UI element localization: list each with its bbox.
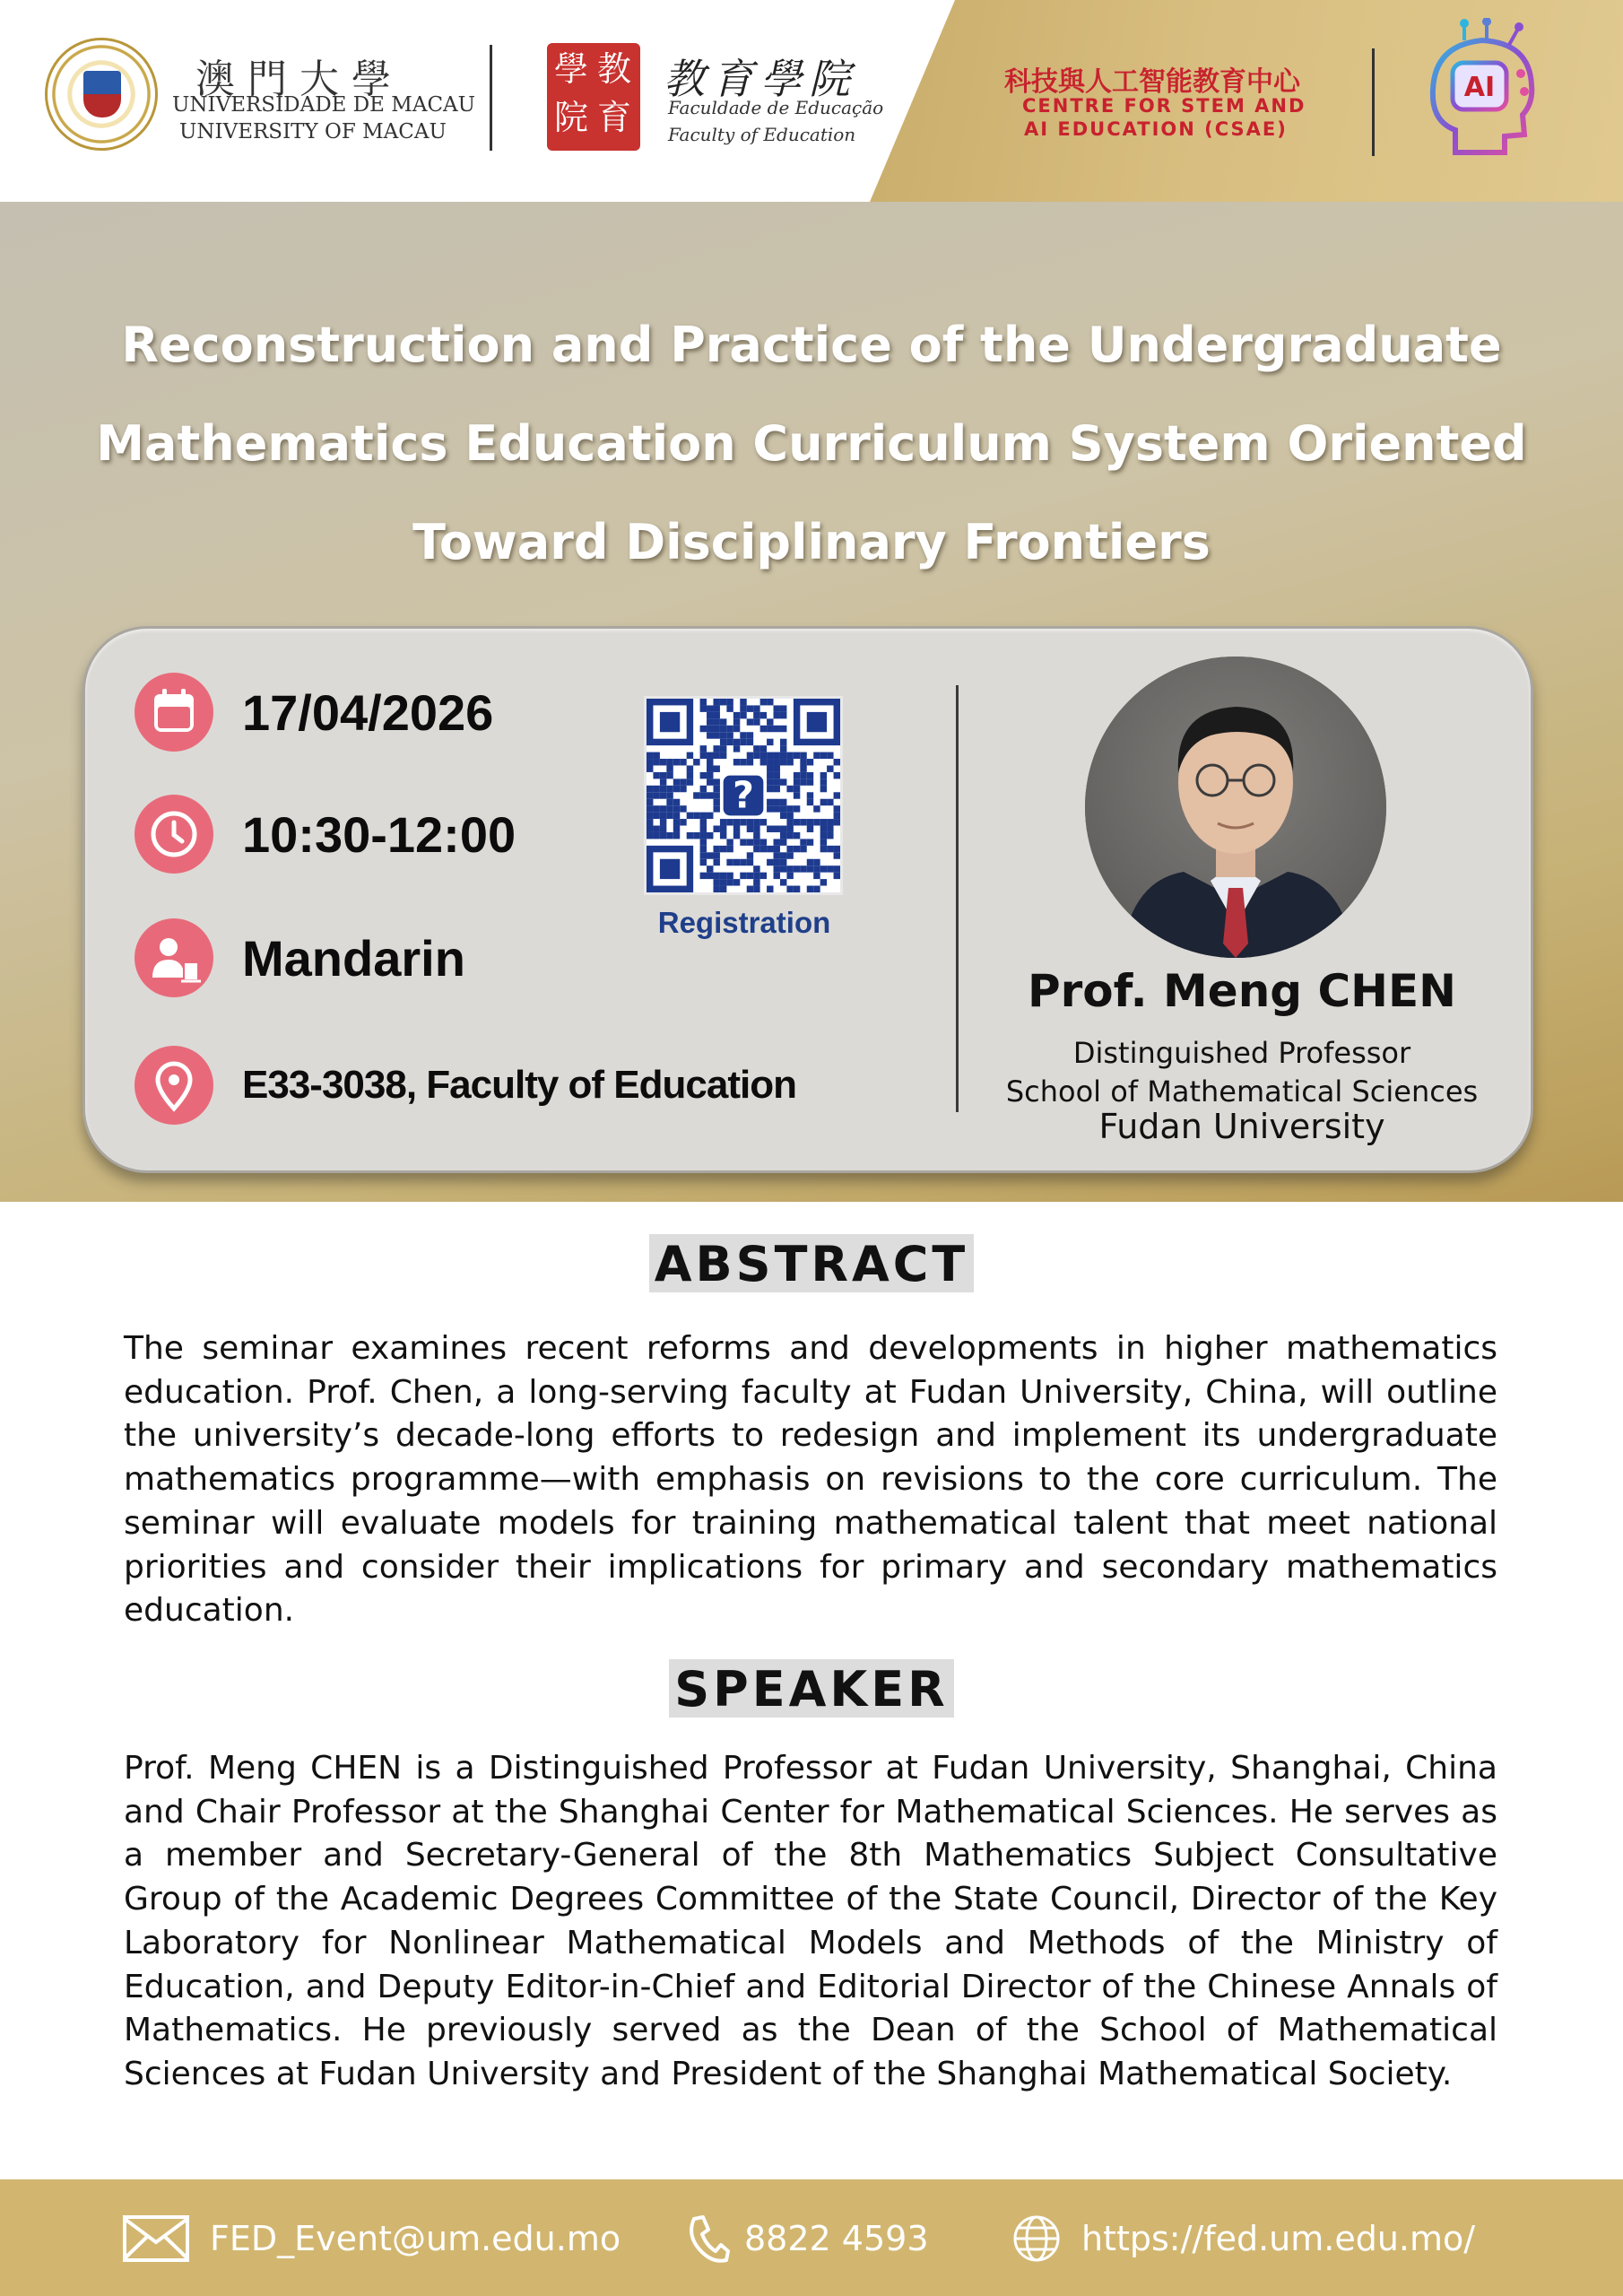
speaker-heading-wrap <box>0 1659 1623 1718</box>
um-name-pt: UNIVERSIDADE DE MACAU <box>172 93 476 117</box>
footer-website[interactable] <box>1011 2213 1475 2264</box>
header-divider <box>490 45 492 151</box>
speaker-university: Fudan University <box>1098 1107 1385 1146</box>
header-banner <box>0 0 1623 202</box>
speaker-school: School of Mathematical Sciences <box>1005 1074 1479 1109</box>
location-pin-icon <box>135 1046 213 1125</box>
fed-name-cn: 教育學院 <box>664 55 857 103</box>
registration-qr-code[interactable] <box>644 696 843 895</box>
event-title-line: Mathematics Education Curriculum System Oriented <box>96 415 1527 472</box>
time-row <box>135 793 516 875</box>
fed-name-pt: Faculdade de Educação <box>668 97 884 118</box>
event-title-line: Reconstruction and Practice of the Undergraduate <box>121 317 1502 373</box>
abstract-text: The seminar examines recent reforms and developments in higher mathematics education. Prof. Chen, a long-serving faculty at Fudan University, China, will outline the university’s decade-long efforts to redesign and implement its undergraduate mathematics programme—with emphasis on revisions to the core curriculum. The seminar will evaluate models for training mathematical talent that meet national priorities and consider their implications for primary and secondary mathematics education. <box>124 1330 1497 1630</box>
clock-icon <box>135 795 213 874</box>
footer-email[interactable] <box>122 2213 621 2264</box>
event-date: 17/04/2026 <box>242 683 494 741</box>
speaker-photo <box>1085 657 1386 958</box>
phone-icon <box>685 2213 730 2264</box>
svg-text:?: ? <box>733 773 754 817</box>
date-row <box>135 671 493 753</box>
abstract-heading: ABSTRACT <box>649 1234 975 1292</box>
card-divider <box>956 685 959 1112</box>
speaker-title: Distinguished Professor <box>1072 1036 1411 1070</box>
ai-head-logo <box>1415 18 1549 161</box>
csae-name-cn: 科技與人工智能教育中心 <box>1004 66 1300 98</box>
um-name-cn: 澳門大學 <box>195 57 404 102</box>
footer-email-text[interactable]: FED_Event@um.edu.mo <box>210 2219 621 2258</box>
speaker-bio-text: Prof. Meng CHEN is a Distinguished Professor at Fudan University, Shanghai, China and Chair Professor at the Shanghai Center for Mathematical Sciences. He serves as a member and Secretary-General of the 8th Mathematics Subject Consultative Group of the Academic Degrees Committee of the State Council, Director of the Key Laboratory for Nonlinear Mathematical Models and Methods of the Ministry of Education, and Deputy Editor-in-Chief and Editorial Director of the Chinese Annals of Mathematics. He previously served as the Dean of the School of Mathematical Sciences at Fudan University and President of the Shanghai Mathematical Society. <box>124 1750 1497 2092</box>
language-row <box>135 917 465 999</box>
globe-icon <box>1011 2213 1062 2264</box>
speaker-name: Prof. Meng CHEN <box>1027 965 1457 1017</box>
footer-website-text[interactable]: https://fed.um.edu.mo/ <box>1081 2219 1476 2258</box>
event-language: Mandarin <box>242 929 465 987</box>
footer-phone[interactable] <box>685 2213 929 2264</box>
fed-name-en: Faculty of Education <box>668 124 856 145</box>
um-name-en: UNIVERSITY OF MACAU <box>179 120 447 144</box>
mail-icon <box>122 2213 190 2264</box>
header-divider <box>1372 48 1375 156</box>
footer-phone-text[interactable]: 8822 4593 <box>744 2219 929 2258</box>
registration-label[interactable]: Registration <box>657 906 831 939</box>
speaker-heading: SPEAKER <box>669 1659 953 1718</box>
csae-name-en-line2: AI EDUCATION (CSAE) <box>1024 118 1288 140</box>
calendar-icon <box>135 673 213 752</box>
fed-seal-logo: 學 教 院 育 <box>547 43 640 151</box>
event-title <box>36 296 1587 592</box>
event-time: 10:30-12:00 <box>242 805 516 863</box>
presenter-icon <box>135 918 213 997</box>
um-seal-logo <box>45 38 158 151</box>
venue-row <box>135 1044 796 1126</box>
abstract-heading-wrap <box>0 1234 1623 1292</box>
ai-badge-text: AI <box>1463 72 1496 103</box>
event-title-line: Toward Disciplinary Frontiers <box>412 514 1211 570</box>
csae-name-en-line1: CENTRE FOR STEM AND <box>1022 95 1306 117</box>
event-venue: E33-3038, Faculty of Education <box>242 1063 796 1107</box>
